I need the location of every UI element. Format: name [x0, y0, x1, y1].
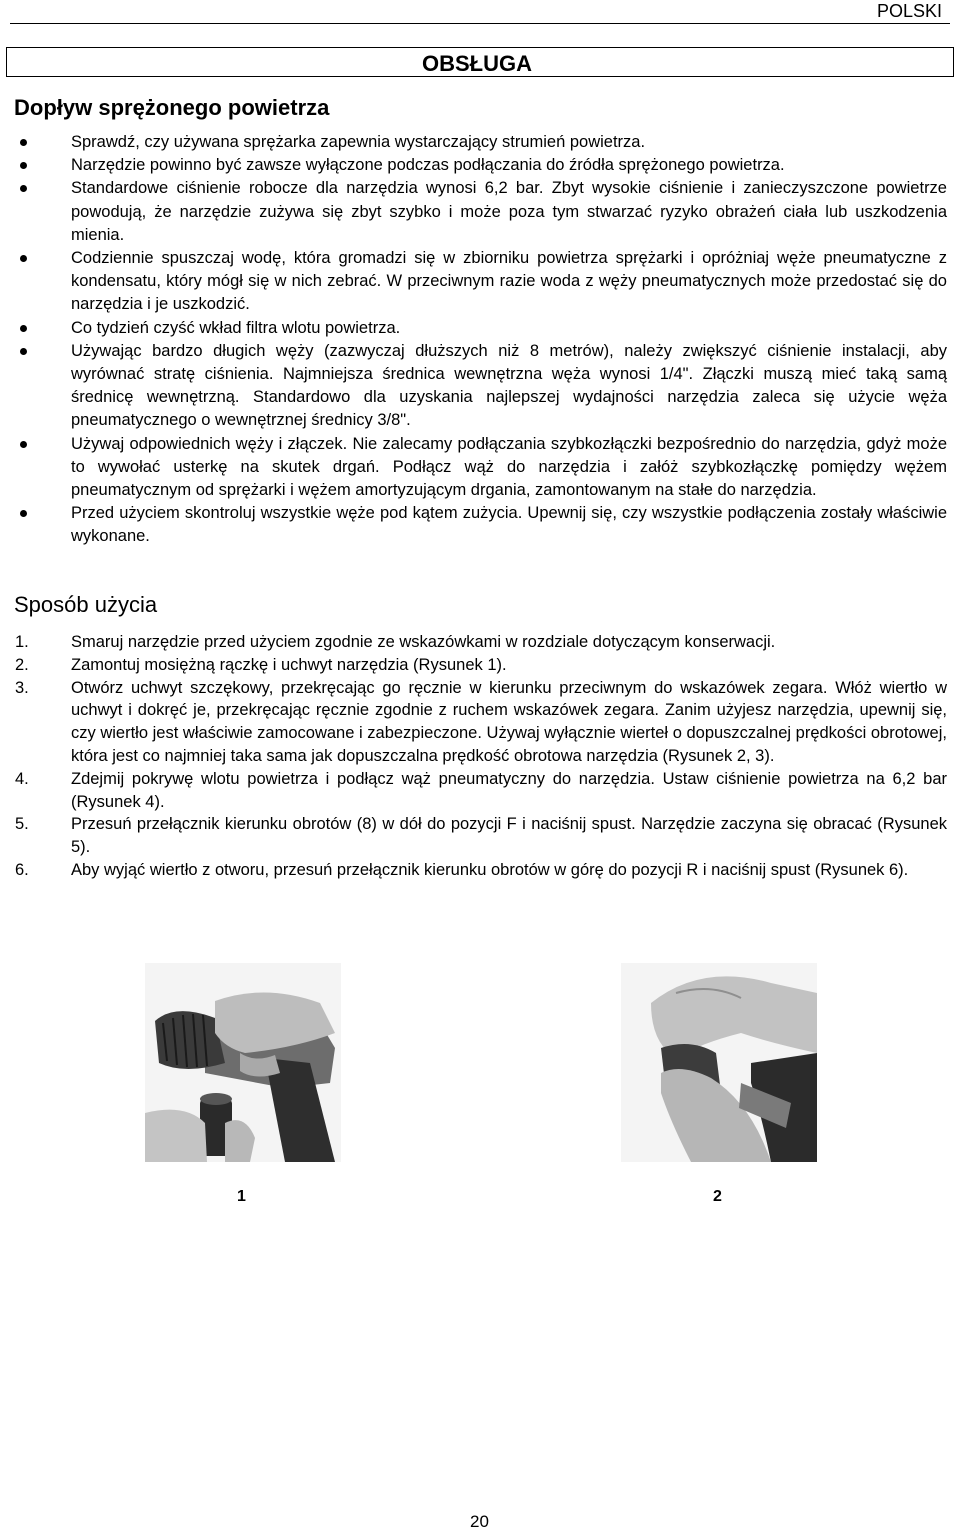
- air-supply-heading: Dopływ sprężonego powietrza: [14, 95, 330, 120]
- usage-heading: Sposób użycia: [14, 592, 158, 617]
- list-item: Co tydzień czyść wkład filtra wlotu powietrza.: [0, 317, 960, 340]
- list-item: Standardowe ciśnienie robocze dla narzędzia wynosi 6,2 bar. Zbyt wysokie ciśnienie i zanieczyszczone powietrze powodują, że narzędzie zużywa się zbyt szybko i może poza tym stwarzać ryzyko obrażeń ciała lub uszkodzenia mienia.: [0, 177, 960, 247]
- bullet-icon: [20, 185, 27, 192]
- list-item: Narzędzie powinno być zawsze wyłączone podczas podłączania do źródła sprężonego powietrza.: [0, 154, 960, 177]
- list-item: Przed użyciem skontroluj wszystkie węże pod kątem zużycia. Upewnij się, czy wszystkie podłączenia zostały właściwie wykonane.: [0, 502, 960, 548]
- step-item: 6. Aby wyjąć wiertło z otworu, przesuń przełącznik kierunku obrotów w górę do pozycji R i naciśnij spust (Rysunek 6).: [0, 859, 960, 882]
- figure-1-image: [145, 963, 341, 1162]
- list-item: Sprawdź, czy używana sprężarka zapewnia wystarczający strumień powietrza.: [0, 131, 960, 154]
- hands-tightening-illustration: [621, 963, 817, 1162]
- figure-1-label: 1: [237, 1188, 246, 1205]
- figure-2-image: [621, 963, 817, 1162]
- drill-chuck-illustration: [145, 963, 341, 1162]
- bullet-icon: [20, 255, 27, 262]
- step-number: 4.: [15, 769, 29, 788]
- air-supply-list: [0, 131, 960, 549]
- step-number: 6.: [15, 860, 29, 879]
- list-item: Używaj odpowiednich węży i złączek. Nie zalecamy podłączania szybkozłączki bezpośrednio do narzędzia, gdyż może to wywołać usterkę na skutek drgań. Podłącz wąż do narzędzia i załóż szybkozłączkę pomiędzy wężem pneumatycznym od sprężarki i wężem amortyzującym drgania, zamontowanym na stałe do narzędzia.: [0, 433, 960, 503]
- step-item: 5. Przesuń przełącznik kierunku obrotów (8) w dół do pozycji F i naciśnij spust. Narzędzie zaczyna się obracać (Rysunek 5).: [15, 815, 947, 857]
- bullet-icon: [20, 162, 27, 169]
- step-item: 4. Zdejmij pokrywę wlotu powietrza i podłącz wąż pneumatyczny do narzędzia. Ustaw ciśnienie powietrza na 6,2 bar (Rysunek 4).: [15, 769, 947, 811]
- bullet-icon: [20, 325, 27, 332]
- step-item: 2. Zamontuj mosiężną rączkę i uchwyt narzędzia (Rysunek 1).: [0, 654, 960, 677]
- step-number: 1.: [15, 633, 29, 651]
- list-item: Codziennie spuszczaj wodę, która gromadzi się w zbiorniku powietrza sprężarki i opróżniaj węże pneumatyczne z kondensatu, który mógł się w nich zebrać. W przeciwnym razie woda z węży pneumatycznych może przedostać się do narzędzia i je uszkodzić.: [0, 247, 960, 317]
- list-item: Używając bardzo długich węży (zazwyczaj dłuższych niż 8 metrów), należy zwiększyć ciśnienie instalacji, aby wyrównać stratę ciśnienia. Najmniejsza średnica wewnętrzna węża wynosi 1/4". Złączki muszą mieć taką samą średnicę wewnętrzną. Standardowo dla uzyskania najlepszej wydajności narzędzia zaleca się użycie węża pneumatycznego o wewnętrznej średnicy 3/8".: [0, 340, 960, 433]
- bullet-icon: [20, 510, 27, 517]
- step-item: 3. Otwórz uchwyt szczękowy, przekręcając go ręcznie w kierunku przeciwnym do wskazówek zegara. Włóż wiertło w uchwyt i dokręć je, przekręcając ręcznie zgodnie z ruchem wskazówek zegara. Zanim użyjesz narzędzia, upewnij się, czy wiertło jest właściwie zamocowane i zabezpieczone. Używaj wyłącznie wierteł o dopuszczalnej prędkości obrotowej, która jest co najmniej taka sama jak dopuszczalna prędkość obrotowa narzędzia (Rysunek 2, 3).: [15, 678, 947, 765]
- bullet-icon: [20, 348, 27, 355]
- step-number: 2.: [15, 655, 29, 674]
- step-number: 3.: [15, 678, 29, 697]
- usage-steps: [0, 631, 960, 882]
- step-number: 5.: [15, 815, 29, 834]
- step-item: 1. Smaruj narzędzie przed użyciem zgodnie ze wskazówkami w rozdziale dotyczącym konserwacji.: [0, 631, 960, 654]
- figure-2-label: 2: [713, 1188, 722, 1205]
- page-number: 20: [470, 1512, 489, 1531]
- header-rule: [10, 23, 950, 24]
- bullet-icon: [20, 441, 27, 448]
- section-title: OBSŁUGA: [422, 51, 532, 76]
- bullet-icon: [20, 139, 27, 146]
- page-header-language: POLSKI: [876, 1, 942, 21]
